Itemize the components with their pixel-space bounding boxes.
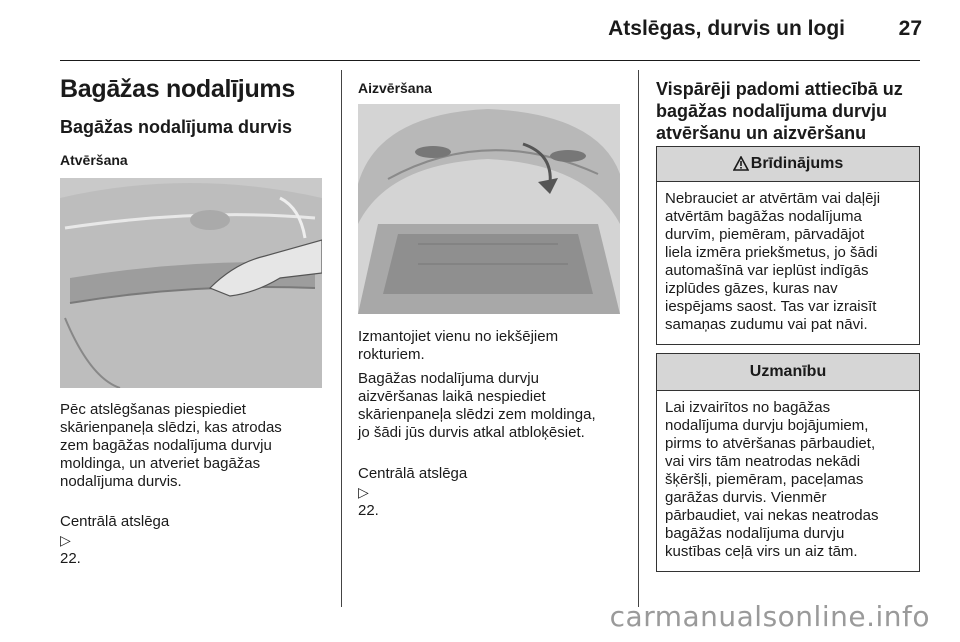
column-divider-right <box>638 70 639 607</box>
page-number: 27 <box>898 17 922 40</box>
reference-text: Centrālā atslēga <box>60 513 170 530</box>
reference-text: Centrālā atslēga <box>358 465 468 482</box>
closing-reference <box>358 447 630 520</box>
subsection-title: Bagāžas nodalījuma durvis <box>60 117 293 137</box>
section-title: Bagāžas nodalījums <box>60 75 295 103</box>
warning-box <box>656 146 920 345</box>
arrow-right-icon: ▷ <box>358 484 369 500</box>
arrow-right-icon: ▷ <box>60 532 71 548</box>
caution-box-header: Uzmanību <box>657 354 919 391</box>
warning-title: Brīdinājums <box>750 155 844 172</box>
reference-page: 22. <box>60 550 81 567</box>
header-rule <box>60 60 920 61</box>
caution-box <box>656 353 920 572</box>
watermark: carmanualsonline.info <box>609 600 930 633</box>
closing-heading: Aizvēršana <box>358 80 432 96</box>
column-divider-left <box>341 70 342 607</box>
general-tips-heading: Vispārēji padomi attiecībā uz bagāžas nodalījuma durvju atvēršanu un aizvēršanu <box>656 79 903 143</box>
header-title: Atslēgas, durvis un logi <box>608 17 845 40</box>
warning-triangle-icon <box>733 150 749 184</box>
closing-paragraph-2: Bagāžas nodalījuma durvju aizvēršanas laikā nespiediet skārienpaneļa slēdzi zem moldinga, jo šādi jūs durvis atkal atbloķēsiet. <box>358 370 596 441</box>
caution-body: Lai izvairītos no bagāžas nodalījuma durvju bojājumiem, pirms to atvēršanas pārbaudiet, vai virs tām neatrodas nekādi šķēršļi, piemēram, paceļamas garāžas durvis. Vienmēr pārbaudiet, vai nekas neatrodas bagāžas nodalījuma durvju kustības ceļā virs un aiz tām. <box>665 399 879 560</box>
opening-heading: Atvēršana <box>60 152 128 168</box>
warning-box-header <box>657 147 919 182</box>
opening-reference <box>60 495 330 568</box>
tailgate-closing-photo <box>358 104 620 314</box>
opening-paragraph: Pēc atslēgšanas piespiediet skārienpaneļa slēdzi, kas atrodas zem bagāžas nodalījuma durvju moldinga, un atveriet bagāžas nodalījuma durvis. <box>60 401 282 490</box>
tailgate-opening-photo <box>60 178 322 388</box>
reference-page: 22. <box>358 502 379 519</box>
warning-body: Nebrauciet ar atvērtām vai daļēji atvērtām bagāžas nodalījuma durvīm, piemēram, pārvadājot liela izmēra priekšmetus, jo šādi automašīnā var ieplūst indīgās izplūdes gāzes, kuras nav iespējams saost. Tas var izraisīt samaņas zudumu vai pat nāvi. <box>665 190 881 333</box>
closing-paragraph-1: Izmantojiet vienu no iekšējiem rokturiem. <box>358 328 559 363</box>
